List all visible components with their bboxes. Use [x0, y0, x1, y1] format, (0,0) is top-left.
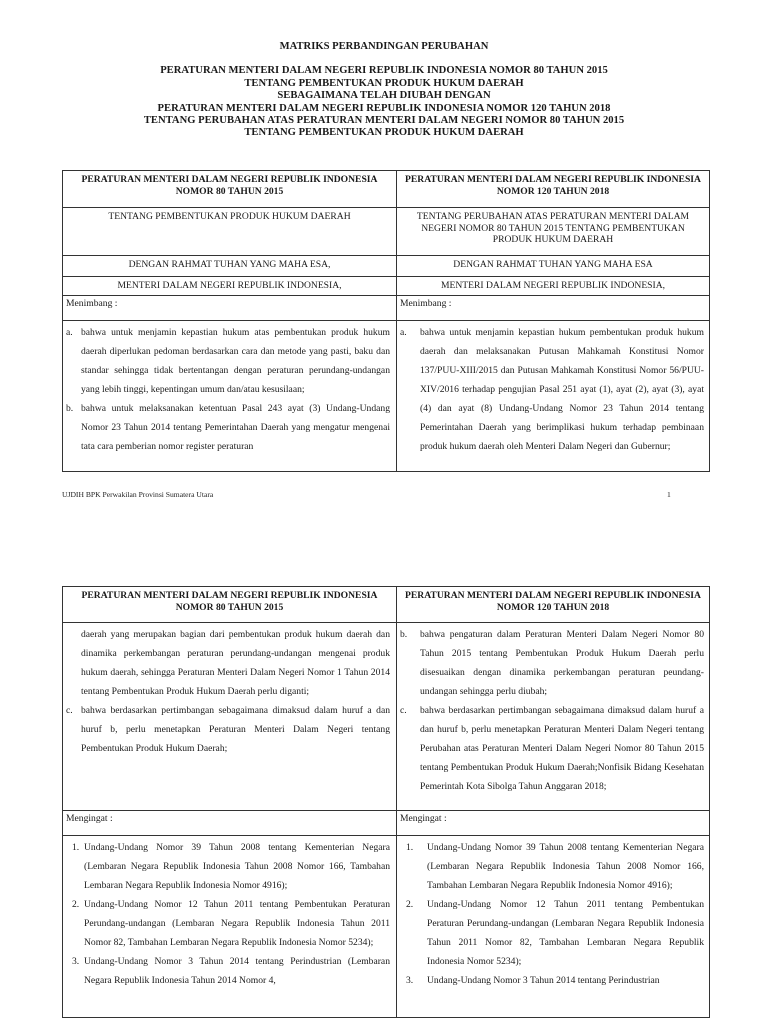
- subtitle-line: PERATURAN MENTERI DALAM NEGERI REPUBLIK INDONESIA NOMOR 80 TAHUN 2015: [160, 65, 608, 77]
- page-number: 1: [667, 490, 671, 499]
- column-header-new-regulation: PERATURAN MENTERI DALAM NEGERI REPUBLIK INDONESIA NOMOR 120 TAHUN 2018: [397, 171, 710, 208]
- list-item: 3. Undang-Undang Nomor 3 Tahun 2014 tentang Perindustrian: [406, 975, 660, 986]
- considerations-old: [63, 321, 397, 472]
- list-item: a. bahwa untuk menjamin kepastian hukum pembentukan produk hukum daerah dan melaksanakan Putusan Mahkamah Konstitusi Nomor 137/PUU-XIII/2015 dan Putusan Mahkamah Konstitusi Nomor 56/PUU-XIV/2016 terhadap pengujian Pasal 251 ayat (1), ayat (2), ayat (3), ayat (4) dan ayat (8) Undang-Undang Nomor 23 Tahun 2014 tentang Pemerintahan Daerah yang berimplikasi hukum terhadap pembinaan produk hukum daerah oleh Menteri Dalam Negeri dan Gubernur;: [400, 327, 704, 452]
- mengingat-label-old: Mengingat :: [63, 811, 397, 836]
- list-item: 1. Undang-Undang Nomor 39 Tahun 2008 tentang Kementerian Negara (Lembaran Negara Republik Indonesia Tahun 2008 Nomor 166, Tambahan Lembaran Negara Republik Indonesia Nomor 4916);: [406, 842, 704, 891]
- subtitle-line: TENTANG PEMBENTUKAN PRODUK HUKUM DAERAH: [244, 77, 524, 89]
- list-item: c. bahwa berdasarkan pertimbangan sebagaimana dimaksud dalam huruf a dan huruf b, perlu menetapkan Peraturan Menteri Dalam Negeri tentang Pembentukan Produk Hukum Daerah;: [66, 705, 390, 754]
- subtitle-line: PERATURAN MENTERI DALAM NEGERI REPUBLIK INDONESIA NOMOR 120 TAHUN 2018: [157, 102, 611, 114]
- legal-basis-new: [397, 836, 710, 1018]
- menimbang-label-old: Menimbang :: [63, 296, 397, 321]
- subtitle-line: TENTANG PERUBAHAN ATAS PERATURAN MENTERI DALAM NEGERI NOMOR 80 TAHUN 2015: [143, 115, 625, 127]
- list-item: 2. Undang-Undang Nomor 12 Tahun 2011 tentang Pembentukan Peraturan Perundang-undangan (Lembaran Negara Republik Indonesia Tahun 2011 Nomor 82, Tambahan Lembaran Negara Republik Indonesia Nomor 5234);: [72, 899, 390, 948]
- column-header-old-regulation: PERATURAN MENTERI DALAM NEGERI REPUBLIK INDONESIA NOMOR 80 TAHUN 2015: [63, 587, 397, 623]
- menimbang-label-new: Menimbang :: [397, 296, 710, 321]
- legal-basis-old: [63, 836, 397, 1018]
- column-header-old-regulation: PERATURAN MENTERI DALAM NEGERI REPUBLIK INDONESIA NOMOR 80 TAHUN 2015: [63, 171, 397, 208]
- comparison-table-page-1: [62, 170, 710, 472]
- list-item: 2. Undang-Undang Nomor 12 Tahun 2011 tentang Pembentukan Peraturan Perundang-undangan (Lembaran Negara Republik Indonesia Tahun 2011 Nomor 82, Tambahan Lembaran Negara Republik Indonesia Nomor 5234);: [406, 899, 704, 967]
- list-item: 1. Undang-Undang Nomor 39 Tahun 2008 tentang Kementerian Negara (Lembaran Negara Republik Indonesia Tahun 2008 Nomor 166, Tambahan Lembaran Negara Republik Indonesia Nomor 4916);: [72, 842, 390, 891]
- considerations-old: [63, 623, 397, 811]
- grace-old: DENGAN RAHMAT TUHAN YANG MAHA ESA,: [63, 256, 397, 277]
- list-item: 3. Undang-Undang Nomor 3 Tahun 2014 tentang Perindustrian (Lembaran Negara Republik Indonesia Tahun 2014 Nomor 4,: [72, 956, 390, 986]
- document-title-block: [0, 41, 768, 140]
- minister-new: MENTERI DALAM NEGERI REPUBLIK INDONESIA,: [397, 277, 710, 296]
- considerations-new: [397, 321, 710, 472]
- minister-old: MENTERI DALAM NEGERI REPUBLIK INDONESIA,: [63, 277, 397, 296]
- list-item: b. bahwa untuk melaksanakan ketentuan Pasal 243 ayat (3) Undang-Undang Nomor 23 Tahun 2014 tentang Pemerintahan Daerah yang mengatur mengenai tata cara pemberian nomor register peraturan: [66, 403, 390, 452]
- list-item: b. bahwa pengaturan dalam Peraturan Menteri Dalam Negeri Nomor 80 Tahun 2015 tentang Pembentukan Produk Hukum Daerah perlu disesuaikan dengan dinamika perkembangan peraturan peundang-undangan sehingga perlu diubah;: [400, 629, 704, 697]
- comparison-table-page-2: [62, 586, 710, 1018]
- document-title: MATRIKS PERBANDINGAN PERUBAHAN: [279, 41, 489, 52]
- column-header-new-regulation: PERATURAN MENTERI DALAM NEGERI REPUBLIK INDONESIA NOMOR 120 TAHUN 2018: [397, 587, 710, 623]
- subtitle-line: SEBAGAIMANA TELAH DIUBAH DENGAN: [277, 90, 491, 102]
- considerations-new: [397, 623, 710, 811]
- subtitle-line: TENTANG PEMBENTUKAN PRODUK HUKUM DAERAH: [244, 127, 524, 139]
- about-new: TENTANG PERUBAHAN ATAS PERATURAN MENTERI DALAM NEGERI NOMOR 80 TAHUN 2015 TENTANG PEMBENTUKAN PRODUK HUKUM DAERAH: [397, 208, 710, 256]
- list-item: daerah yang merupakan bagian dari pembentukan produk hukum daerah dan dinamika perkembangan peraturan perundang-undangan mengenai produk hukum daerah, sehingga Peraturan Menteri Dalam Negeri Nomor 1 Tahun 2014 tentang Pembentukan Produk Hukum Daerah perlu diganti;: [81, 629, 390, 697]
- mengingat-label-new: Mengingat :: [397, 811, 710, 836]
- list-item: a. bahwa untuk menjamin kepastian hukum atas pembentukan produk hukum daerah diperlukan pedoman berdasarkan cara dan metode yang pasti, baku dan standar sehingga tidak bertentangan dengan peraturan perundang-undangan yang lebih tinggi, kepentingan umum dan/atau kesusilaan;: [66, 327, 390, 395]
- grace-new: DENGAN RAHMAT TUHAN YANG MAHA ESA: [397, 256, 710, 277]
- list-item: c. bahwa berdasarkan pertimbangan sebagaimana dimaksud dalam huruf a dan huruf b, perlu menetapkan Peraturan Menteri Dalam Negeri tentang Perubahan atas Peraturan Menteri Dalam Negeri Nomor 80 Tahun 2015 tentang Pembentukan Produk Hukum Daerah;Nonfisik Bidang Kesehatan Pemerintah Kota Sibolga Tahun Anggaran 2018;: [400, 705, 704, 792]
- about-old: TENTANG PEMBENTUKAN PRODUK HUKUM DAERAH: [63, 208, 397, 256]
- footer-source: UJDIH BPK Perwakilan Provinsi Sumatera Utara: [62, 490, 214, 499]
